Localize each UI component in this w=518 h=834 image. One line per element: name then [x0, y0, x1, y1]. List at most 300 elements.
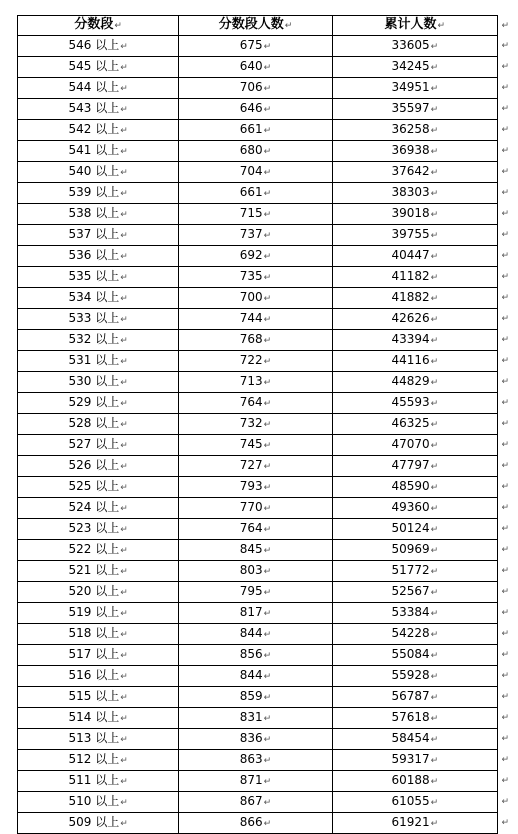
row-end-mark-icon: ↵: [501, 503, 509, 513]
paragraph-mark-icon: ↵: [263, 63, 272, 73]
paragraph-mark-icon: ↵: [430, 126, 439, 136]
cell-value: 836: [239, 731, 263, 745]
table-row: [18, 582, 498, 603]
cell-value: 514 以上: [68, 710, 120, 724]
cell-score-range: [18, 729, 179, 750]
cell-score-range: [18, 435, 179, 456]
cell-score-range: [18, 792, 179, 813]
paragraph-mark-icon: ↵: [263, 441, 272, 451]
row-end-mark-icon: ↵: [501, 188, 509, 198]
cell-cumulative-count: [332, 330, 497, 351]
cell-cumulative-count: [332, 456, 497, 477]
table-row: [18, 435, 498, 456]
cell-value: 675: [239, 38, 263, 52]
cell-score-range: [18, 36, 179, 57]
paragraph-mark-icon: ↵: [120, 756, 128, 766]
table-row: [18, 57, 498, 78]
cell-value: 745: [239, 437, 263, 451]
paragraph-mark-icon: ↵: [263, 714, 272, 724]
cell-value: 44829: [391, 374, 430, 388]
paragraph-mark-icon: ↵: [263, 357, 272, 367]
row-end-mark-icon: ↵: [501, 230, 509, 240]
table-row: [18, 393, 498, 414]
cell-value: 40447: [391, 248, 430, 262]
paragraph-mark-icon: ↵: [120, 483, 128, 493]
cell-score-range: [18, 456, 179, 477]
cell-segment-count: [179, 393, 332, 414]
cell-value: 533 以上: [68, 311, 120, 325]
cell-value: 55928: [391, 668, 430, 682]
cell-segment-count: [179, 477, 332, 498]
cell-cumulative-count: [332, 162, 497, 183]
cell-score-range: [18, 204, 179, 225]
paragraph-mark-icon: ↵: [430, 168, 439, 178]
row-end-mark-icon: ↵: [501, 209, 509, 219]
row-end-mark-icon: ↵: [501, 692, 509, 702]
paragraph-mark-icon: ↵: [430, 441, 439, 451]
table-row: [18, 267, 498, 288]
paragraph-mark-icon: ↵: [430, 714, 439, 724]
cell-value: 845: [239, 542, 263, 556]
table-row: [18, 330, 498, 351]
cell-segment-count: [179, 750, 332, 771]
cell-score-range: [18, 120, 179, 141]
cell-value: 525 以上: [68, 479, 120, 493]
cell-cumulative-count: [332, 351, 497, 372]
cell-score-range: [18, 582, 179, 603]
cell-value: 866: [239, 815, 263, 829]
paragraph-mark-icon: ↵: [120, 546, 128, 556]
cell-value: 50969: [391, 542, 430, 556]
table-row: [18, 645, 498, 666]
paragraph-mark-icon: ↵: [430, 357, 439, 367]
cell-cumulative-count: [332, 666, 497, 687]
cell-value: 515 以上: [68, 689, 120, 703]
cell-segment-count: [179, 162, 332, 183]
table-row: [18, 78, 498, 99]
cell-value: 706: [239, 80, 263, 94]
cell-value: 546 以上: [68, 38, 120, 52]
cell-value: 57618: [391, 710, 430, 724]
paragraph-mark-icon: ↵: [437, 21, 446, 31]
cell-value: 856: [239, 647, 263, 661]
cell-value: 526 以上: [68, 458, 120, 472]
cell-value: 541 以上: [68, 143, 120, 157]
cell-score-range: [18, 477, 179, 498]
paragraph-mark-icon: ↵: [120, 294, 128, 304]
cell-cumulative-count: [332, 519, 497, 540]
paragraph-mark-icon: ↵: [263, 315, 272, 325]
paragraph-mark-icon: ↵: [430, 630, 439, 640]
cell-value: 517 以上: [68, 647, 120, 661]
table-row: [18, 624, 498, 645]
paragraph-mark-icon: ↵: [263, 420, 272, 430]
cell-cumulative-count: [332, 288, 497, 309]
cell-cumulative-count: [332, 78, 497, 99]
paragraph-mark-icon: ↵: [284, 21, 293, 31]
paragraph-mark-icon: ↵: [430, 735, 439, 745]
cell-value: 727: [239, 458, 263, 472]
cell-value: 56787: [391, 689, 430, 703]
cell-cumulative-count: [332, 414, 497, 435]
row-end-mark-icon: ↵: [501, 146, 509, 156]
paragraph-mark-icon: ↵: [430, 756, 439, 766]
row-end-mark-icon: ↵: [501, 587, 509, 597]
cell-value: 42626: [391, 311, 430, 325]
paragraph-mark-icon: ↵: [263, 210, 272, 220]
cell-segment-count: [179, 309, 332, 330]
cell-cumulative-count: [332, 204, 497, 225]
cell-cumulative-count: [332, 477, 497, 498]
table-row: [18, 666, 498, 687]
table-row: [18, 729, 498, 750]
cell-value: 737: [239, 227, 263, 241]
row-end-mark-icon: ↵: [501, 356, 509, 366]
row-end-mark-icon: ↵: [501, 776, 509, 786]
paragraph-mark-icon: ↵: [430, 420, 439, 430]
cell-value: 535 以上: [68, 269, 120, 283]
cell-score-range: [18, 561, 179, 582]
header-segment-count: 分数段人数↵: [179, 16, 332, 36]
table-row: [18, 141, 498, 162]
paragraph-mark-icon: ↵: [120, 336, 128, 346]
cell-value: 859: [239, 689, 263, 703]
cell-value: 544 以上: [68, 80, 120, 94]
cell-cumulative-count: [332, 141, 497, 162]
table-row: [18, 603, 498, 624]
cell-value: 537 以上: [68, 227, 120, 241]
cell-segment-count: [179, 771, 332, 792]
cell-cumulative-count: [332, 36, 497, 57]
cell-score-range: [18, 351, 179, 372]
paragraph-mark-icon: ↵: [430, 210, 439, 220]
paragraph-mark-icon: ↵: [120, 378, 128, 388]
cell-value: 646: [239, 101, 263, 115]
paragraph-mark-icon: ↵: [263, 525, 272, 535]
cell-segment-count: [179, 624, 332, 645]
row-end-mark-icon: ↵: [501, 440, 509, 450]
cell-value: 543 以上: [68, 101, 120, 115]
cell-value: 520 以上: [68, 584, 120, 598]
cell-segment-count: [179, 708, 332, 729]
row-end-mark-icon: ↵: [501, 21, 509, 31]
cell-segment-count: [179, 141, 332, 162]
paragraph-mark-icon: ↵: [120, 399, 128, 409]
paragraph-mark-icon: ↵: [263, 399, 272, 409]
table-row: [18, 561, 498, 582]
paragraph-mark-icon: ↵: [263, 651, 272, 661]
row-end-mark-icon: ↵: [501, 797, 509, 807]
cell-value: 512 以上: [68, 752, 120, 766]
cell-value: 661: [239, 185, 263, 199]
cell-value: 844: [239, 626, 263, 640]
paragraph-mark-icon: ↵: [430, 315, 439, 325]
cell-value: 539 以上: [68, 185, 120, 199]
cell-cumulative-count: [332, 561, 497, 582]
row-end-mark-icon: ↵: [501, 251, 509, 261]
row-end-mark-icon: ↵: [501, 125, 509, 135]
cell-score-range: [18, 288, 179, 309]
cell-value: 715: [239, 206, 263, 220]
paragraph-mark-icon: ↵: [430, 819, 439, 829]
cell-value: 680: [239, 143, 263, 157]
cell-value: 735: [239, 269, 263, 283]
cell-value: 831: [239, 710, 263, 724]
paragraph-mark-icon: ↵: [263, 672, 272, 682]
cell-segment-count: [179, 603, 332, 624]
table-row: [18, 246, 498, 267]
cell-value: 523 以上: [68, 521, 120, 535]
cell-cumulative-count: [332, 309, 497, 330]
cell-value: 744: [239, 311, 263, 325]
cell-score-range: [18, 393, 179, 414]
paragraph-mark-icon: ↵: [263, 567, 272, 577]
paragraph-mark-icon: ↵: [430, 525, 439, 535]
cell-value: 863: [239, 752, 263, 766]
cell-segment-count: [179, 561, 332, 582]
paragraph-mark-icon: ↵: [430, 84, 439, 94]
paragraph-mark-icon: ↵: [120, 84, 128, 94]
cell-cumulative-count: [332, 183, 497, 204]
paragraph-mark-icon: ↵: [263, 126, 272, 136]
cell-value: 713: [239, 374, 263, 388]
row-end-mark-icon: ↵: [501, 524, 509, 534]
cell-segment-count: [179, 36, 332, 57]
cell-value: 532 以上: [68, 332, 120, 346]
cell-segment-count: [179, 792, 332, 813]
cell-value: 60188: [391, 773, 430, 787]
cell-segment-count: [179, 351, 332, 372]
cell-cumulative-count: [332, 225, 497, 246]
row-end-mark-icon: ↵: [501, 482, 509, 492]
cell-value: 768: [239, 332, 263, 346]
cell-score-range: [18, 708, 179, 729]
cell-score-range: [18, 183, 179, 204]
paragraph-mark-icon: ↵: [120, 273, 128, 283]
row-end-mark-icon: ↵: [501, 713, 509, 723]
cell-value: 521 以上: [68, 563, 120, 577]
table-row: [18, 414, 498, 435]
paragraph-mark-icon: ↵: [120, 504, 128, 514]
paragraph-mark-icon: ↵: [263, 798, 272, 808]
paragraph-mark-icon: ↵: [120, 420, 128, 430]
row-end-mark-icon: ↵: [501, 167, 509, 177]
paragraph-mark-icon: ↵: [120, 105, 128, 115]
row-end-mark-icon: ↵: [501, 398, 509, 408]
cell-value: 61055: [391, 794, 430, 808]
cell-value: 47070: [391, 437, 430, 451]
paragraph-mark-icon: ↵: [430, 147, 439, 157]
table-row: [18, 792, 498, 813]
cell-score-range: [18, 162, 179, 183]
cell-value: 867: [239, 794, 263, 808]
paragraph-mark-icon: ↵: [120, 693, 128, 703]
cell-score-range: [18, 771, 179, 792]
paragraph-mark-icon: ↵: [263, 819, 272, 829]
cell-value: 524 以上: [68, 500, 120, 514]
cell-cumulative-count: [332, 57, 497, 78]
cell-value: 803: [239, 563, 263, 577]
paragraph-mark-icon: ↵: [430, 588, 439, 598]
cell-score-range: [18, 225, 179, 246]
paragraph-mark-icon: ↵: [263, 84, 272, 94]
cell-score-range: [18, 330, 179, 351]
table-row: [18, 750, 498, 771]
row-end-mark-icon: ↵: [501, 629, 509, 639]
row-end-mark-icon: ↵: [501, 62, 509, 72]
cell-segment-count: [179, 582, 332, 603]
cell-value: 770: [239, 500, 263, 514]
table-row: [18, 162, 498, 183]
cell-score-range: [18, 645, 179, 666]
row-end-mark-icon: ↵: [501, 419, 509, 429]
paragraph-mark-icon: ↵: [430, 294, 439, 304]
cell-cumulative-count: [332, 120, 497, 141]
table-row: [18, 813, 498, 834]
paragraph-mark-icon: ↵: [263, 546, 272, 556]
table-row: [18, 225, 498, 246]
paragraph-mark-icon: ↵: [263, 252, 272, 262]
cell-value: 39018: [391, 206, 430, 220]
cell-cumulative-count: [332, 771, 497, 792]
cell-score-range: [18, 78, 179, 99]
paragraph-mark-icon: ↵: [430, 231, 439, 241]
table-row: [18, 540, 498, 561]
paragraph-mark-icon: ↵: [430, 42, 439, 52]
paragraph-mark-icon: ↵: [120, 777, 128, 787]
cell-score-range: [18, 246, 179, 267]
paragraph-mark-icon: ↵: [120, 525, 128, 535]
paragraph-mark-icon: ↵: [120, 126, 128, 136]
paragraph-mark-icon: ↵: [263, 294, 272, 304]
cell-value: 518 以上: [68, 626, 120, 640]
cell-segment-count: [179, 519, 332, 540]
paragraph-mark-icon: ↵: [430, 63, 439, 73]
paragraph-mark-icon: ↵: [263, 630, 272, 640]
paragraph-mark-icon: ↵: [120, 588, 128, 598]
row-end-mark-icon: ↵: [501, 293, 509, 303]
paragraph-mark-icon: ↵: [114, 21, 122, 31]
paragraph-mark-icon: ↵: [430, 105, 439, 115]
row-end-mark-icon: ↵: [501, 314, 509, 324]
cell-segment-count: [179, 246, 332, 267]
cell-value: 529 以上: [68, 395, 120, 409]
cell-segment-count: [179, 729, 332, 750]
paragraph-mark-icon: ↵: [263, 588, 272, 598]
cell-value: 44116: [391, 353, 430, 367]
cell-score-range: [18, 603, 179, 624]
paragraph-mark-icon: ↵: [120, 462, 128, 472]
paragraph-mark-icon: ↵: [263, 693, 272, 703]
paragraph-mark-icon: ↵: [430, 273, 439, 283]
cell-value: 43394: [391, 332, 430, 346]
cell-value: 795: [239, 584, 263, 598]
cell-cumulative-count: [332, 729, 497, 750]
cell-score-range: [18, 624, 179, 645]
cell-segment-count: [179, 288, 332, 309]
cell-value: 542 以上: [68, 122, 120, 136]
table-row: [18, 204, 498, 225]
cell-cumulative-count: [332, 603, 497, 624]
cell-score-range: [18, 687, 179, 708]
cell-cumulative-count: [332, 372, 497, 393]
paragraph-mark-icon: ↵: [263, 336, 272, 346]
paragraph-mark-icon: ↵: [120, 231, 128, 241]
row-end-mark-icon: ↵: [501, 377, 509, 387]
paragraph-mark-icon: ↵: [120, 189, 128, 199]
table-row: [18, 456, 498, 477]
cell-value: 764: [239, 395, 263, 409]
table-row: [18, 477, 498, 498]
row-end-mark-icon: ↵: [501, 104, 509, 114]
paragraph-mark-icon: ↵: [120, 63, 128, 73]
table-row: [18, 372, 498, 393]
cell-cumulative-count: [332, 750, 497, 771]
cell-value: 48590: [391, 479, 430, 493]
paragraph-mark-icon: ↵: [120, 147, 128, 157]
cell-value: 36258: [391, 122, 430, 136]
cell-value: 704: [239, 164, 263, 178]
cell-segment-count: [179, 204, 332, 225]
paragraph-mark-icon: ↵: [263, 273, 272, 283]
cell-value: 58454: [391, 731, 430, 745]
paragraph-mark-icon: ↵: [263, 105, 272, 115]
cell-value: 871: [239, 773, 263, 787]
cell-value: 52567: [391, 584, 430, 598]
cell-value: 55084: [391, 647, 430, 661]
paragraph-mark-icon: ↵: [263, 42, 272, 52]
cell-score-range: [18, 141, 179, 162]
row-end-mark-icon: ↵: [501, 566, 509, 576]
row-end-mark-icon: ↵: [501, 734, 509, 744]
cell-score-range: [18, 813, 179, 834]
table-row: [18, 309, 498, 330]
paragraph-mark-icon: ↵: [120, 651, 128, 661]
paragraph-mark-icon: ↵: [120, 630, 128, 640]
cell-segment-count: [179, 687, 332, 708]
paragraph-mark-icon: ↵: [263, 504, 272, 514]
cell-value: 37642: [391, 164, 430, 178]
paragraph-mark-icon: ↵: [120, 714, 128, 724]
paragraph-mark-icon: ↵: [120, 252, 128, 262]
row-end-mark-icon: ↵: [501, 41, 509, 51]
paragraph-mark-icon: ↵: [120, 42, 128, 52]
cell-cumulative-count: [332, 99, 497, 120]
paragraph-mark-icon: ↵: [430, 504, 439, 514]
table-row: [18, 288, 498, 309]
cell-cumulative-count: [332, 246, 497, 267]
cell-value: 49360: [391, 500, 430, 514]
paragraph-mark-icon: ↵: [120, 315, 128, 325]
paragraph-mark-icon: ↵: [120, 798, 128, 808]
table-row: [18, 771, 498, 792]
cell-value: 522 以上: [68, 542, 120, 556]
cell-segment-count: [179, 456, 332, 477]
cell-value: 540 以上: [68, 164, 120, 178]
paragraph-mark-icon: ↵: [430, 399, 439, 409]
cell-cumulative-count: [332, 435, 497, 456]
cell-value: 527 以上: [68, 437, 120, 451]
cell-cumulative-count: [332, 582, 497, 603]
cell-value: 59317: [391, 752, 430, 766]
cell-value: 47797: [391, 458, 430, 472]
cell-segment-count: [179, 120, 332, 141]
header-cumulative-count: 累计人数↵: [332, 16, 497, 36]
cell-score-range: [18, 498, 179, 519]
cell-value: 732: [239, 416, 263, 430]
cell-value: 817: [239, 605, 263, 619]
cell-score-range: [18, 519, 179, 540]
